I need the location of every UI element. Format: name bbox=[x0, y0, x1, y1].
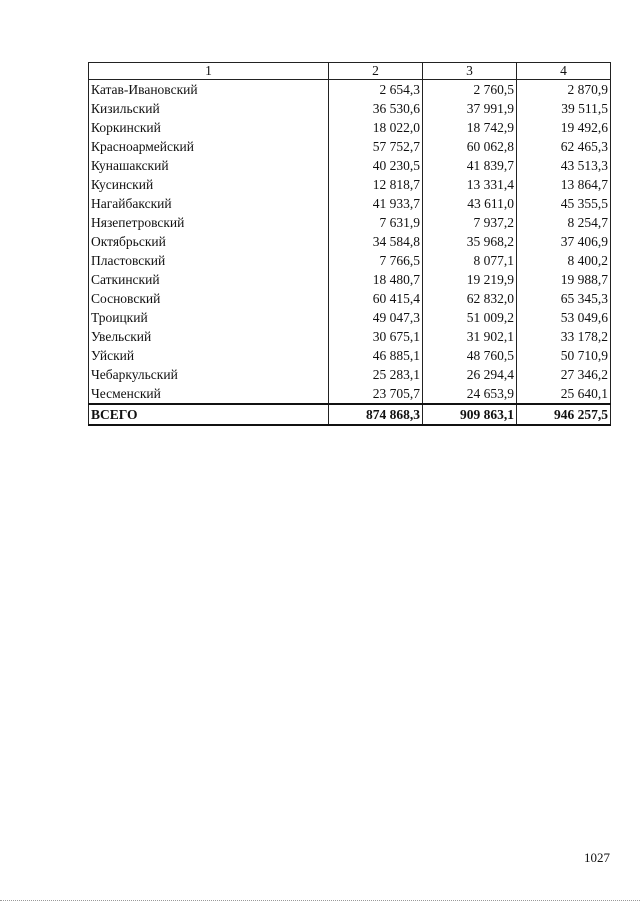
district-name-cell: Кусинский bbox=[89, 175, 329, 194]
column-header-2: 2 bbox=[329, 63, 423, 80]
value-col4-cell: 19 988,7 bbox=[517, 270, 611, 289]
district-name-cell: Октябрьский bbox=[89, 232, 329, 251]
table-row bbox=[89, 232, 611, 251]
value-col4-cell: 8 254,7 bbox=[517, 213, 611, 232]
value-col3-cell: 43 611,0 bbox=[423, 194, 517, 213]
value-col3-cell: 31 902,1 bbox=[423, 327, 517, 346]
table-row bbox=[89, 118, 611, 137]
table-row bbox=[89, 156, 611, 175]
value-col4-cell: 27 346,2 bbox=[517, 365, 611, 384]
district-name-cell: Уйский bbox=[89, 346, 329, 365]
value-col4-cell: 25 640,1 bbox=[517, 384, 611, 404]
value-col4-cell: 50 710,9 bbox=[517, 346, 611, 365]
value-col2-cell: 60 415,4 bbox=[329, 289, 423, 308]
header-row bbox=[89, 63, 611, 80]
value-col3-cell: 60 062,8 bbox=[423, 137, 517, 156]
table-row bbox=[89, 308, 611, 327]
value-col2-cell: 23 705,7 bbox=[329, 384, 423, 404]
table-row bbox=[89, 289, 611, 308]
district-name-cell: Увельский bbox=[89, 327, 329, 346]
table-row bbox=[89, 137, 611, 156]
value-col4-cell: 19 492,6 bbox=[517, 118, 611, 137]
value-col4-cell: 39 511,5 bbox=[517, 99, 611, 118]
district-name-cell: Троицкий bbox=[89, 308, 329, 327]
value-col3-cell: 2 760,5 bbox=[423, 80, 517, 100]
value-col2-cell: 18 022,0 bbox=[329, 118, 423, 137]
value-col3-cell: 8 077,1 bbox=[423, 251, 517, 270]
value-col2-cell: 7 631,9 bbox=[329, 213, 423, 232]
value-col4-cell: 33 178,2 bbox=[517, 327, 611, 346]
value-col4-cell: 8 400,2 bbox=[517, 251, 611, 270]
table-row bbox=[89, 80, 611, 100]
district-name-cell: Пластовский bbox=[89, 251, 329, 270]
value-col4-cell: 65 345,3 bbox=[517, 289, 611, 308]
district-name-cell: Красноармейский bbox=[89, 137, 329, 156]
budget-table bbox=[88, 62, 611, 426]
value-col2-cell: 36 530,6 bbox=[329, 99, 423, 118]
value-col2-cell: 25 283,1 bbox=[329, 365, 423, 384]
district-name-cell: Нязепетровский bbox=[89, 213, 329, 232]
value-col2-cell: 41 933,7 bbox=[329, 194, 423, 213]
table-row bbox=[89, 327, 611, 346]
value-col3-cell: 48 760,5 bbox=[423, 346, 517, 365]
value-col2-cell: 18 480,7 bbox=[329, 270, 423, 289]
value-col4-cell: 43 513,3 bbox=[517, 156, 611, 175]
column-header-3: 3 bbox=[423, 63, 517, 80]
table-row bbox=[89, 194, 611, 213]
value-col2-cell: 7 766,5 bbox=[329, 251, 423, 270]
table-row bbox=[89, 251, 611, 270]
table-row bbox=[89, 384, 611, 404]
table-row bbox=[89, 99, 611, 118]
value-col3-cell: 18 742,9 bbox=[423, 118, 517, 137]
value-col3-cell: 41 839,7 bbox=[423, 156, 517, 175]
district-name-cell: Саткинский bbox=[89, 270, 329, 289]
value-col3-cell: 19 219,9 bbox=[423, 270, 517, 289]
total-row bbox=[89, 404, 611, 425]
value-col3-cell: 51 009,2 bbox=[423, 308, 517, 327]
table-row bbox=[89, 346, 611, 365]
value-col2-cell: 2 654,3 bbox=[329, 80, 423, 100]
table-row bbox=[89, 270, 611, 289]
district-name-cell: Чесменский bbox=[89, 384, 329, 404]
district-name-cell: Коркинский bbox=[89, 118, 329, 137]
total-col2-cell: 874 868,3 bbox=[329, 404, 423, 425]
page-number: 1027 bbox=[584, 850, 610, 865]
value-col2-cell: 57 752,7 bbox=[329, 137, 423, 156]
value-col3-cell: 26 294,4 bbox=[423, 365, 517, 384]
value-col3-cell: 7 937,2 bbox=[423, 213, 517, 232]
district-name-cell: Нагайбакский bbox=[89, 194, 329, 213]
table-row bbox=[89, 175, 611, 194]
value-col3-cell: 37 991,9 bbox=[423, 99, 517, 118]
value-col3-cell: 62 832,0 bbox=[423, 289, 517, 308]
total-col3-cell: 909 863,1 bbox=[423, 404, 517, 425]
value-col2-cell: 34 584,8 bbox=[329, 232, 423, 251]
value-col3-cell: 35 968,2 bbox=[423, 232, 517, 251]
value-col2-cell: 40 230,5 bbox=[329, 156, 423, 175]
district-name-cell: Чебаркульский bbox=[89, 365, 329, 384]
district-name-cell: Катав-Ивановский bbox=[89, 80, 329, 100]
value-col3-cell: 24 653,9 bbox=[423, 384, 517, 404]
table-row bbox=[89, 213, 611, 232]
value-col4-cell: 13 864,7 bbox=[517, 175, 611, 194]
district-name-cell: Кунашакский bbox=[89, 156, 329, 175]
value-col2-cell: 30 675,1 bbox=[329, 327, 423, 346]
district-name-cell: Сосновский bbox=[89, 289, 329, 308]
value-col2-cell: 12 818,7 bbox=[329, 175, 423, 194]
table-body bbox=[89, 80, 611, 426]
total-col4-cell: 946 257,5 bbox=[517, 404, 611, 425]
value-col4-cell: 62 465,3 bbox=[517, 137, 611, 156]
district-name-cell: Кизильский bbox=[89, 99, 329, 118]
value-col4-cell: 53 049,6 bbox=[517, 308, 611, 327]
value-col2-cell: 46 885,1 bbox=[329, 346, 423, 365]
value-col4-cell: 2 870,9 bbox=[517, 80, 611, 100]
value-col3-cell: 13 331,4 bbox=[423, 175, 517, 194]
value-col4-cell: 45 355,5 bbox=[517, 194, 611, 213]
bottom-divider bbox=[0, 900, 640, 901]
column-header-1: 1 bbox=[89, 63, 329, 80]
value-col2-cell: 49 047,3 bbox=[329, 308, 423, 327]
total-label-cell: ВСЕГО bbox=[89, 404, 329, 425]
column-header-4: 4 bbox=[517, 63, 611, 80]
table-row bbox=[89, 365, 611, 384]
value-col4-cell: 37 406,9 bbox=[517, 232, 611, 251]
